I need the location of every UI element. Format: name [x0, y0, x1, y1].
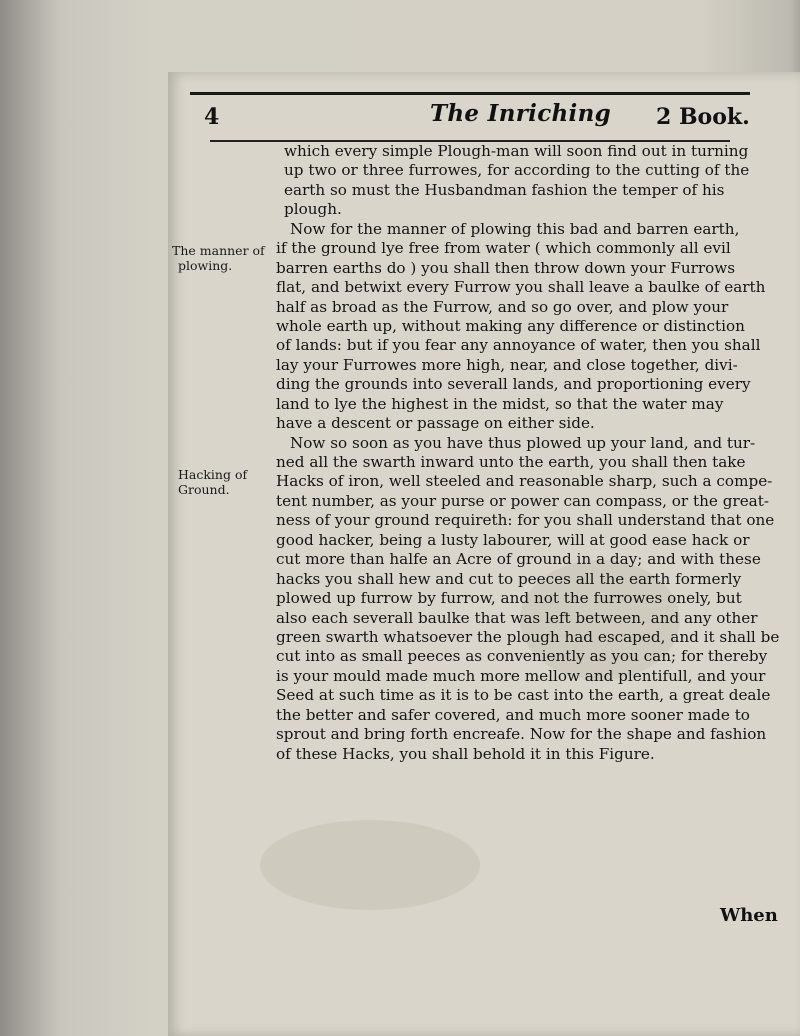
- text-line: of these Hacks, you shall behold it in this Figure.: [276, 744, 655, 763]
- text-line: good hacker, being a lusty labourer, will at good ease hack or: [276, 530, 750, 549]
- text-line: plough.: [284, 200, 342, 219]
- text-line: up two or three furrowes, for according to the cutting of the: [284, 161, 750, 180]
- text-line: green swarth whatsoever the plough had escaped, and it shall be: [276, 627, 780, 646]
- body-text: [262, 142, 792, 764]
- text-line: Seed at such time as it is to be cast into the earth, a great deale: [276, 686, 771, 705]
- margin-note-plowing: [172, 243, 265, 273]
- text-line: ding the grounds into severall lands, and proportioning every: [276, 375, 751, 394]
- text-line: cut into as small peeces as conveniently as you can; for thereby: [276, 647, 768, 666]
- text-line: ness of your ground requireth: for you shall understand that one: [276, 511, 775, 530]
- catchword: When: [720, 905, 778, 926]
- text-line: is your mould made much more mellow and plentifull, and your: [276, 666, 766, 685]
- text-line: plowed up furrow by furrow, and not the furrowes onely, but: [276, 589, 742, 608]
- book-label: 2 Book.: [656, 104, 750, 130]
- text-line: barren earths do ) you shall then throw down your Furrows: [276, 258, 736, 277]
- text-line: flat, and betwixt every Furrow you shall leave a baulke of earth: [276, 278, 766, 297]
- text-line: of lands: but if you fear any annoyance of water, then you shall: [276, 336, 761, 355]
- text-line: ned all the swarth inward unto the earth, you shall then take: [276, 453, 746, 471]
- text-line: hacks you shall hew and cut to peeces all the earth formerly: [276, 569, 742, 588]
- margin-note-line: Ground.: [178, 482, 230, 497]
- text-line: have a descent or passage on either side.: [276, 414, 595, 433]
- text-line: also each severall baulke that was left between, and any other: [276, 608, 758, 627]
- text-line: lay your Furrowes more high, near, and close together, divi-: [276, 355, 738, 374]
- text-line: which every simple Plough-man will soon find out in turning: [284, 142, 749, 160]
- text-line: sprout and bring forth encreafe. Now for the shape and fashion: [276, 725, 767, 744]
- top-rule: [190, 92, 750, 95]
- margin-note-hacking: [178, 467, 247, 497]
- text-line: earth so must the Husbandman fashion the temper of his: [284, 180, 725, 199]
- page-header: [200, 98, 770, 142]
- text-line: Now for the manner of plowing this bad and barren earth,: [290, 219, 740, 238]
- page-number: 4: [204, 104, 220, 130]
- margin-note-line: The manner of: [172, 243, 265, 258]
- text-line: cut more than halfe an Acre of ground in a day; and with these: [276, 550, 761, 569]
- text-line: if the ground lye free from water ( which commonly all evil: [276, 239, 731, 258]
- paper-stain: [260, 820, 480, 910]
- text-line: land to lye the highest in the midst, so that the water may: [276, 394, 724, 413]
- text-line: Hacks of iron, well steeled and reasonable sharp, such a compe-: [276, 472, 773, 491]
- text-line: tent number, as your purse or power can compass, or the great-: [276, 491, 769, 510]
- text-line: half as broad as the Furrow, and so go over, and plow your: [276, 297, 729, 316]
- margin-note-line: Hacking of: [178, 467, 248, 482]
- text-line: Now so soon as you have thus plowed up your land, and tur-: [290, 433, 756, 452]
- running-title: The Inriching: [430, 100, 611, 127]
- margin-note-line: plowing.: [178, 258, 233, 273]
- text-line: whole earth up, without making any difference or distinction: [276, 316, 745, 335]
- text-line: the better and safer covered, and much more sooner made to: [276, 705, 750, 724]
